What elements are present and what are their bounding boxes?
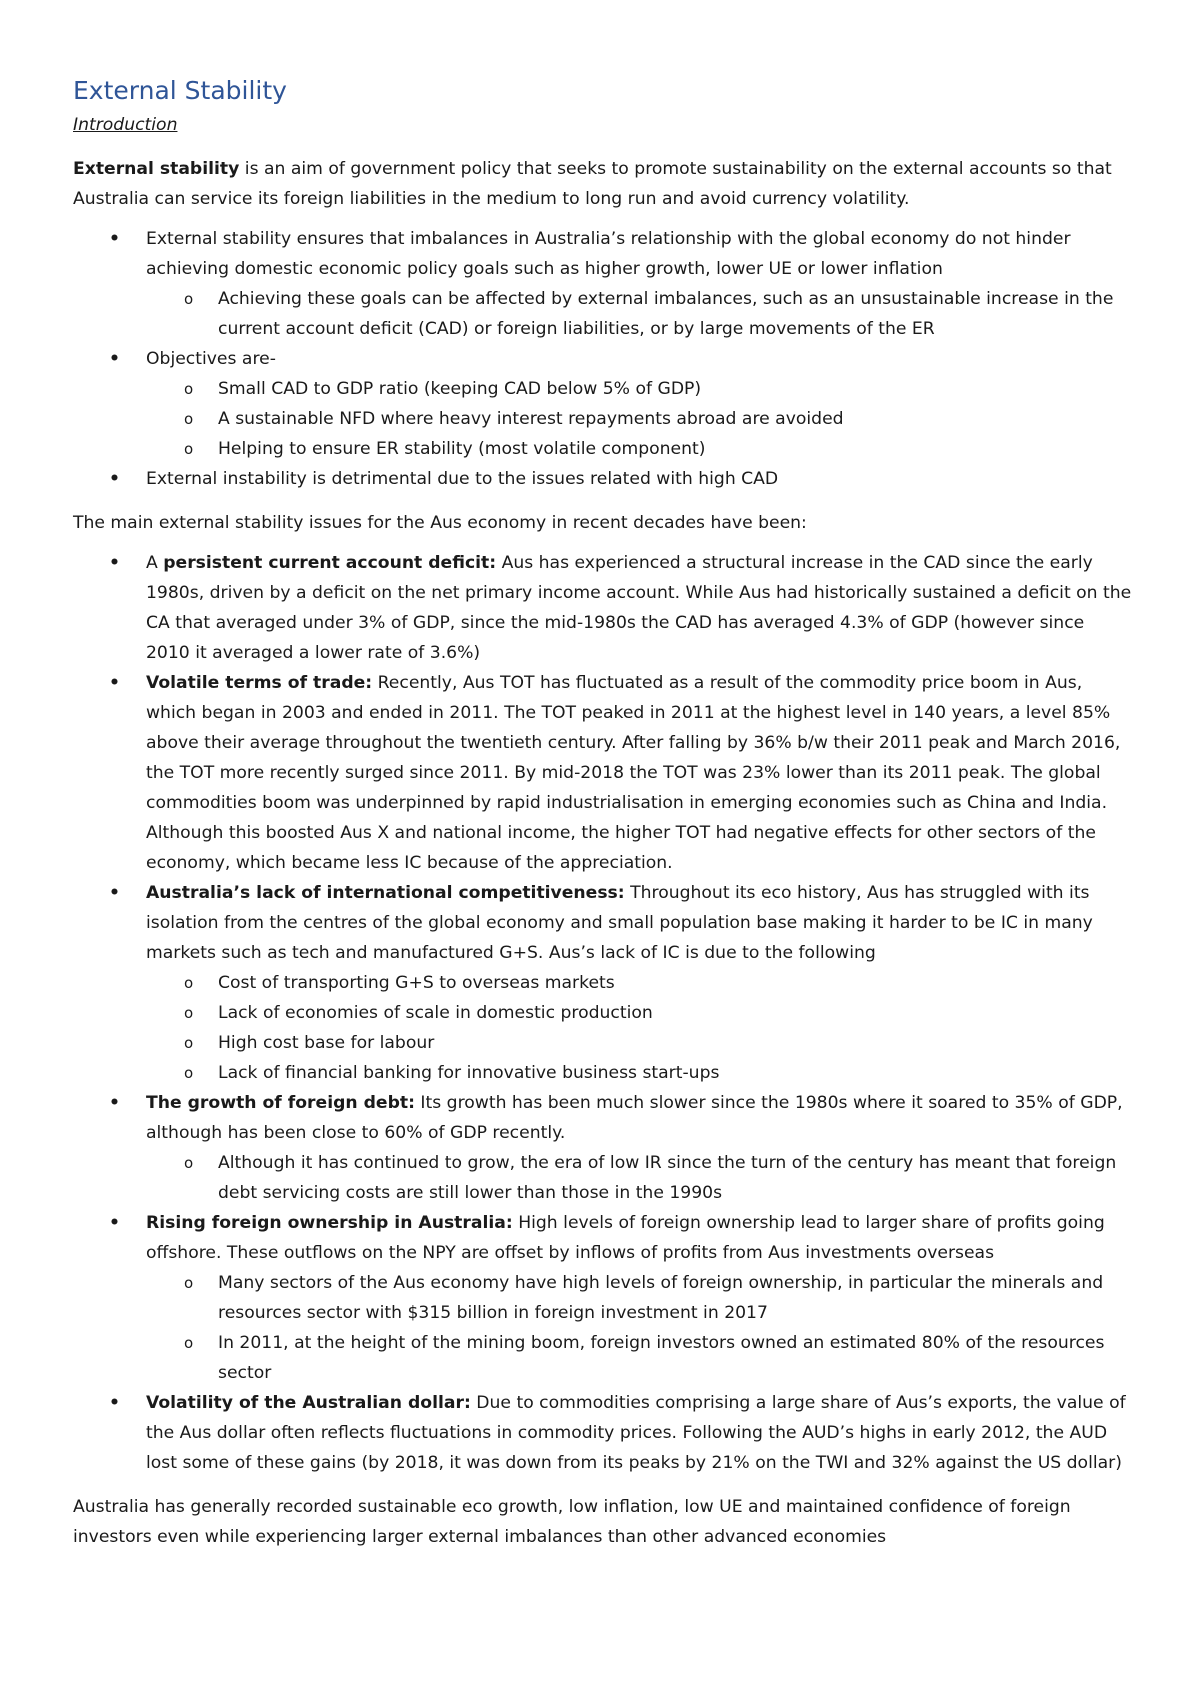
sub-list-item: o A sustainable NFD where heavy interest repayments abroad are avoided bbox=[146, 404, 1133, 434]
sub-list-item: o Many sectors of the Aus economy have high levels of foreign ownership, in particular the minerals and resources sector with $315 billion in foreign investment in 2017 bbox=[146, 1268, 1133, 1328]
sub-list-item: o Helping to ensure ER stability (most volatile component) bbox=[146, 434, 1133, 464]
list-item-text: External instability is detrimental due to the issues related with high CAD bbox=[146, 469, 779, 489]
list-item-text: External stability ensures that imbalances in Australia’s relationship with the global economy do not hinder achieving domestic economic policy goals such as higher growth, lower UE or lower inflation bbox=[146, 229, 1071, 279]
issue-heading: Australia’s lack of international competitiveness: bbox=[146, 883, 625, 903]
issue-heading: Volatility of the Australian dollar: bbox=[146, 1393, 471, 1413]
sub-list-item: o Although it has continued to grow, the era of low IR since the turn of the century has meant that foreign debt servicing costs are still lower than those in the 1990s bbox=[146, 1148, 1133, 1208]
intro-definition: is an aim of government policy that seeks to promote sustainability on the external accounts so that Australia can service its foreign liabilities in the medium to long run and avoid currency volatility. bbox=[73, 159, 1112, 209]
issue-heading: Volatile terms of trade: bbox=[146, 673, 373, 693]
issues-bullet-list bbox=[73, 548, 1133, 1478]
sub-list bbox=[146, 374, 1133, 464]
sub-list-item: o High cost base for labour bbox=[146, 1028, 1133, 1058]
page-title: External Stability bbox=[73, 76, 287, 105]
issue-current-account-deficit bbox=[73, 548, 1133, 668]
list-item-text: Objectives are- bbox=[146, 349, 276, 369]
list-item bbox=[73, 464, 1133, 494]
issue-international-competitiveness bbox=[73, 878, 1133, 1088]
list-item bbox=[73, 344, 1133, 464]
issue-aud-volatility bbox=[73, 1388, 1133, 1478]
sub-list-item: o Lack of financial banking for innovative business start-ups bbox=[146, 1058, 1133, 1088]
sub-list-item: o In 2011, at the height of the mining boom, foreign investors owned an estimated 80% of the resources sector bbox=[146, 1328, 1133, 1388]
issue-foreign-ownership bbox=[73, 1208, 1133, 1388]
issue-terms-of-trade bbox=[73, 668, 1133, 878]
sub-list-item: o Achieving these goals can be affected by external imbalances, such as an unsustainable increase in the current account deficit (CAD) or foreign liabilities, or by large movements of the ER bbox=[146, 284, 1133, 344]
list-item bbox=[73, 224, 1133, 344]
sub-list-item: o Lack of economies of scale in domestic production bbox=[146, 998, 1133, 1028]
issue-text: High levels of foreign ownership lead to larger share of profits going offshore. These outflows on the NPY are offset by inflows of profits from Aus investments overseas bbox=[146, 1213, 1105, 1263]
intro-term: External stability bbox=[73, 159, 240, 179]
issues-intro-paragraph: The main external stability issues for the Aus economy in recent decades have been: bbox=[73, 513, 807, 533]
sub-list bbox=[146, 1268, 1133, 1388]
sub-list bbox=[146, 968, 1133, 1088]
issue-prefix: A bbox=[146, 553, 164, 573]
issue-foreign-debt bbox=[73, 1088, 1133, 1208]
issue-text: Aus has experienced a structural increase in the CAD since the early 1980s, driven by a deficit on the net primary income account. While Aus had historically sustained a deficit on the CA that averaged under 3% of GDP, since the mid-1980s the CAD has averaged 4.3% of GDP (however since 2010 it averaged a lower rate of 3.6%) bbox=[146, 553, 1132, 663]
issue-text: Due to commodities comprising a large share of Aus’s exports, the value of the Aus dollar often reflects fluctuations in commodity prices. Following the AUD’s highs in early 2012, the AUD lost some of these gains (by 2018, it was down from its peaks by 21% on the TWI and 32% against the US dollar) bbox=[146, 1393, 1126, 1473]
intro-paragraph bbox=[73, 154, 1133, 214]
issue-heading: The growth of foreign debt: bbox=[146, 1093, 415, 1113]
issue-heading: Rising foreign ownership in Australia: bbox=[146, 1213, 513, 1233]
issue-text: Throughout its eco history, Aus has struggled with its isolation from the centres of the global economy and small population base making it harder to be IC in many markets such as tech and manufactured G+S. Aus’s lack of IC is due to the following bbox=[146, 883, 1093, 963]
sub-list-item: o Cost of transporting G+S to overseas markets bbox=[146, 968, 1133, 998]
sub-list bbox=[146, 284, 1133, 344]
issue-text: Recently, Aus TOT has fluctuated as a result of the commodity price boom in Aus, which began in 2003 and ended in 2011. The TOT peaked in 2011 at the highest level in 140 years, a level 85% above their average throughout the twentieth century. After falling by 36% b/w their 2011 peak and March 2016, the TOT more recently surged since 2011. By mid-2018 the TOT was 23% lower than its 2011 peak. The global commodities boom was underpinned by rapid industrialisation in emerging economies such as China and India. Although this boosted Aus X and national income, the higher TOT had negative effects for other sectors of the economy, which became less IC because of the appreciation. bbox=[146, 673, 1121, 873]
intro-bullet-list bbox=[73, 224, 1133, 494]
issue-heading: persistent current account deficit: bbox=[163, 553, 497, 573]
issue-text: Its growth has been much slower since the 1980s where it soared to 35% of GDP, although has been close to 60% of GDP recently. bbox=[146, 1093, 1123, 1143]
conclusion-paragraph: Australia has generally recorded sustainable eco growth, low inflation, low UE and maintained confidence of foreign investors even while experiencing larger external imbalances than other advanced economies bbox=[73, 1497, 1071, 1547]
sub-list-item: o Small CAD to GDP ratio (keeping CAD below 5% of GDP) bbox=[146, 374, 1133, 404]
sub-list bbox=[146, 1148, 1133, 1208]
document-content bbox=[73, 70, 1133, 1552]
section-subtitle: Introduction bbox=[73, 115, 178, 135]
